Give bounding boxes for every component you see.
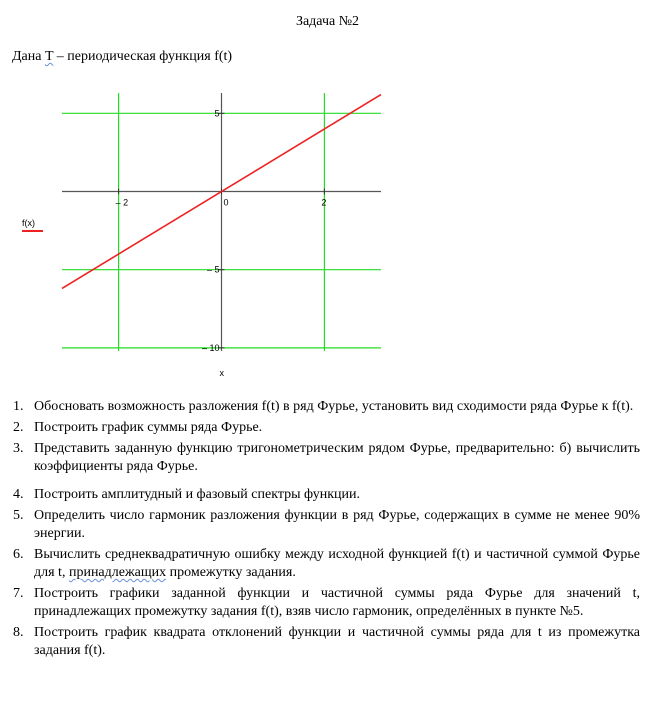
- task-item: [0, 398, 640, 416]
- task-text-wavy: принадлежащих: [68, 565, 167, 580]
- task-text: Построить график квадрата отклонений функции и частичной суммы ряда для t из промежутка задания f(t).: [34, 625, 640, 658]
- task-item: [0, 624, 640, 660]
- task-text: Построить график суммы ряда Фурье.: [34, 420, 263, 435]
- y-tick-label: – 5: [206, 264, 220, 275]
- task-text-after: промежутку задания.: [166, 565, 296, 580]
- task-number: 4.: [13, 487, 24, 502]
- task-number: 6.: [13, 547, 24, 562]
- statement-prefix: Дана: [12, 49, 45, 64]
- task-list: [0, 398, 640, 663]
- y-axis-label: f(x): [22, 218, 35, 228]
- period-symbol: T: [44, 49, 54, 64]
- statement-suffix: – периодическая функция f(t): [53, 49, 233, 64]
- x-tick-label: – 2: [115, 197, 129, 208]
- task-number: 7.: [13, 586, 24, 601]
- task-text: Определить число гармоник разложения функции в ряд Фурье, содержащих в сумме не менее 90% энергии.: [34, 508, 640, 541]
- task-number: 8.: [13, 625, 24, 640]
- task-number: 5.: [13, 508, 24, 523]
- x-tick-label: 0: [223, 197, 229, 208]
- task-item: [0, 486, 640, 504]
- function-graph: [0, 85, 420, 385]
- problem-statement: [12, 49, 232, 65]
- y-tick-label: 5: [214, 108, 220, 119]
- task-item: [0, 585, 640, 621]
- task-text: Построить графики заданной функции и частичной суммы ряда Фурье для значений t, принадлежащих промежутку задания f(t), взяв число гармоник, определённых в пункте №5.: [34, 586, 640, 619]
- task-text-before: Вычислить среднеквадратичную ошибку между исходной функцией f(t) и частичной суммой Фурье для t,: [34, 547, 640, 580]
- task-item: [0, 440, 640, 476]
- y-tick-label: – 10: [201, 342, 220, 353]
- task-item: [0, 546, 640, 582]
- task-item: [0, 507, 640, 543]
- task-number: 3.: [13, 441, 24, 456]
- task-text: Построить амплитудный и фазовый спектры функции.: [34, 487, 361, 502]
- task-text: Представить заданную функцию тригонометрическим рядом Фурье, предварительно: б) вычислить коэффициенты ряда Фурье.: [34, 441, 640, 474]
- task-item: [0, 419, 640, 437]
- task-number: 1.: [13, 399, 24, 414]
- x-axis-label: x: [219, 368, 224, 378]
- page-title: Задача №2: [295, 14, 360, 29]
- task-number: 2.: [13, 420, 24, 435]
- x-tick-label: 2: [321, 197, 327, 208]
- task-text: Обосновать возможность разложения f(t) в ряд Фурье, установить вид сходимости ряда Фурье к f(t).: [34, 399, 634, 414]
